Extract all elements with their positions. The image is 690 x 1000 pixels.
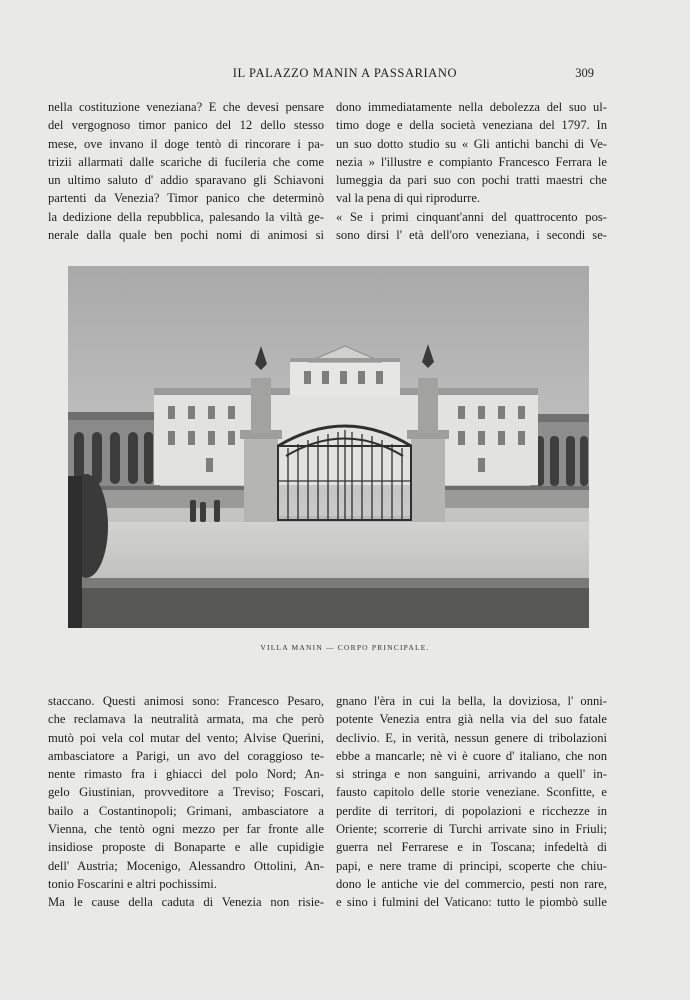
text-line: sono dirsi l' età dell'oro veneziana, i secondi se- [336,228,607,243]
running-head [0,66,690,84]
text-line: ambasciatore a Parigi, un avo del coraggioso te- [48,748,324,763]
text-line: nente rimasto fra i ghiacci del polo Nord; An- [48,767,324,782]
text-column-top-right [336,98,607,244]
text-line: si stringa e non sanguini, arrivando a quell' in- [336,767,607,782]
text-line: un suo dotto studio su « Gli antichi banchi di Ve- [336,136,607,151]
text-column-bottom-left [48,692,324,912]
text-line: del vergognoso timor panico del 12 dello stesso [48,118,324,133]
text-line: un ultimo saluto d' addio sparavano gli Schiavoni [48,173,324,188]
text-line: nerale dalla quale ben pochi nomi di animosi si [48,228,324,243]
text-line: fausto capitolo delle storie veneziane. Sconfitte, e [336,785,607,800]
text-line: ebbe a mancarle; nè vi è cuore d' italiano, che non [336,748,607,763]
figure-caption: VILLA MANIN — CORPO PRINCIPALE. [260,643,430,652]
text-line: insidiose proposte di Bonaparte e alle cupidigie [48,840,324,855]
page-number: 309 [575,66,594,80]
text-line: timo doge e della società veneziana del 1797. In [336,118,607,133]
villa-manin-photograph [68,266,589,628]
text-line: Oriente; scorrerie di Turchi arrivate sino in Friuli; [336,822,607,837]
text-line: potente Venezia entra già nella via del suo fatale [336,712,607,727]
figures [190,500,220,522]
text-line: guerra nel Ferrarese e in Toscana; infedeltà di [336,840,607,855]
text-line: Vienna, che tentò ogni mezzo per far fronte alle [48,822,324,837]
text-line: Ma le cause della caduta di Venezia non risie- [48,895,324,910]
text-column-top-left [48,98,324,244]
text-line: la dedizione della repubblica, palesando la viltà ge- [48,209,324,224]
text-line: val la pena di qui riprodurre. [336,191,481,206]
text-line: gelo Giustinian, provveditore a Treviso; Foscari, [48,785,324,800]
right-colonnade [530,414,589,493]
text-line: partenti da Venezia? Timor panico che determinò [48,191,324,206]
text-line: e sino i fulmini del Vaticano: tutto le piombò sulle [336,895,607,910]
text-line: mese, ove invano il doge tentò di rincorare i pa- [48,136,324,151]
text-line: che reclamava la neutralità armata, ma che però [48,712,324,727]
text-line: bailo a Costantinopoli; Grimani, ambasciatore a [48,803,324,818]
text-line: dell' Austria; Mocenigo, Alessandro Ottolini, An- [48,858,324,873]
text-line: perdite di territori, di popolazioni e ricchezze in [336,803,607,818]
text-line: tonio Foscarini e altri pochissimi. [48,876,217,891]
text-line: trizii allarmati dalle scariche di fucileria che come [48,154,324,169]
text-line: gnano l'èra in cui la bella, la doviziosa, l' onni- [336,694,607,708]
text-line: « Se i primi cinquant'anni del quattrocento pos- [336,209,607,224]
text-line: staccano. Questi animosi sono: Francesco Pesaro, [48,694,324,708]
text-line: lumeggia da pari suo con pochi tratti maestri che [336,173,607,188]
text-line: nella costituzione veneziana? E che devesi pensare [48,100,324,114]
text-line: dono le antiche vie del commercio, pesti non rare, [336,876,607,891]
text-line: dono immediatamente nella debolezza del suo ul- [336,100,607,114]
running-title: IL PALAZZO MANIN A PASSARIANO [232,66,458,80]
text-line: nezia » l'illustre e compianto Francesco Ferrara le [336,154,607,169]
text-line: mutò poi vela col mutar del vento; Alvise Querini, [48,730,324,745]
text-column-bottom-right [336,692,607,912]
text-line: papi, e nere trame di principi, scoperte che chiu- [336,858,607,873]
text-line: declivio. E, in verità, nessun genere di tribolazioni [336,730,607,745]
